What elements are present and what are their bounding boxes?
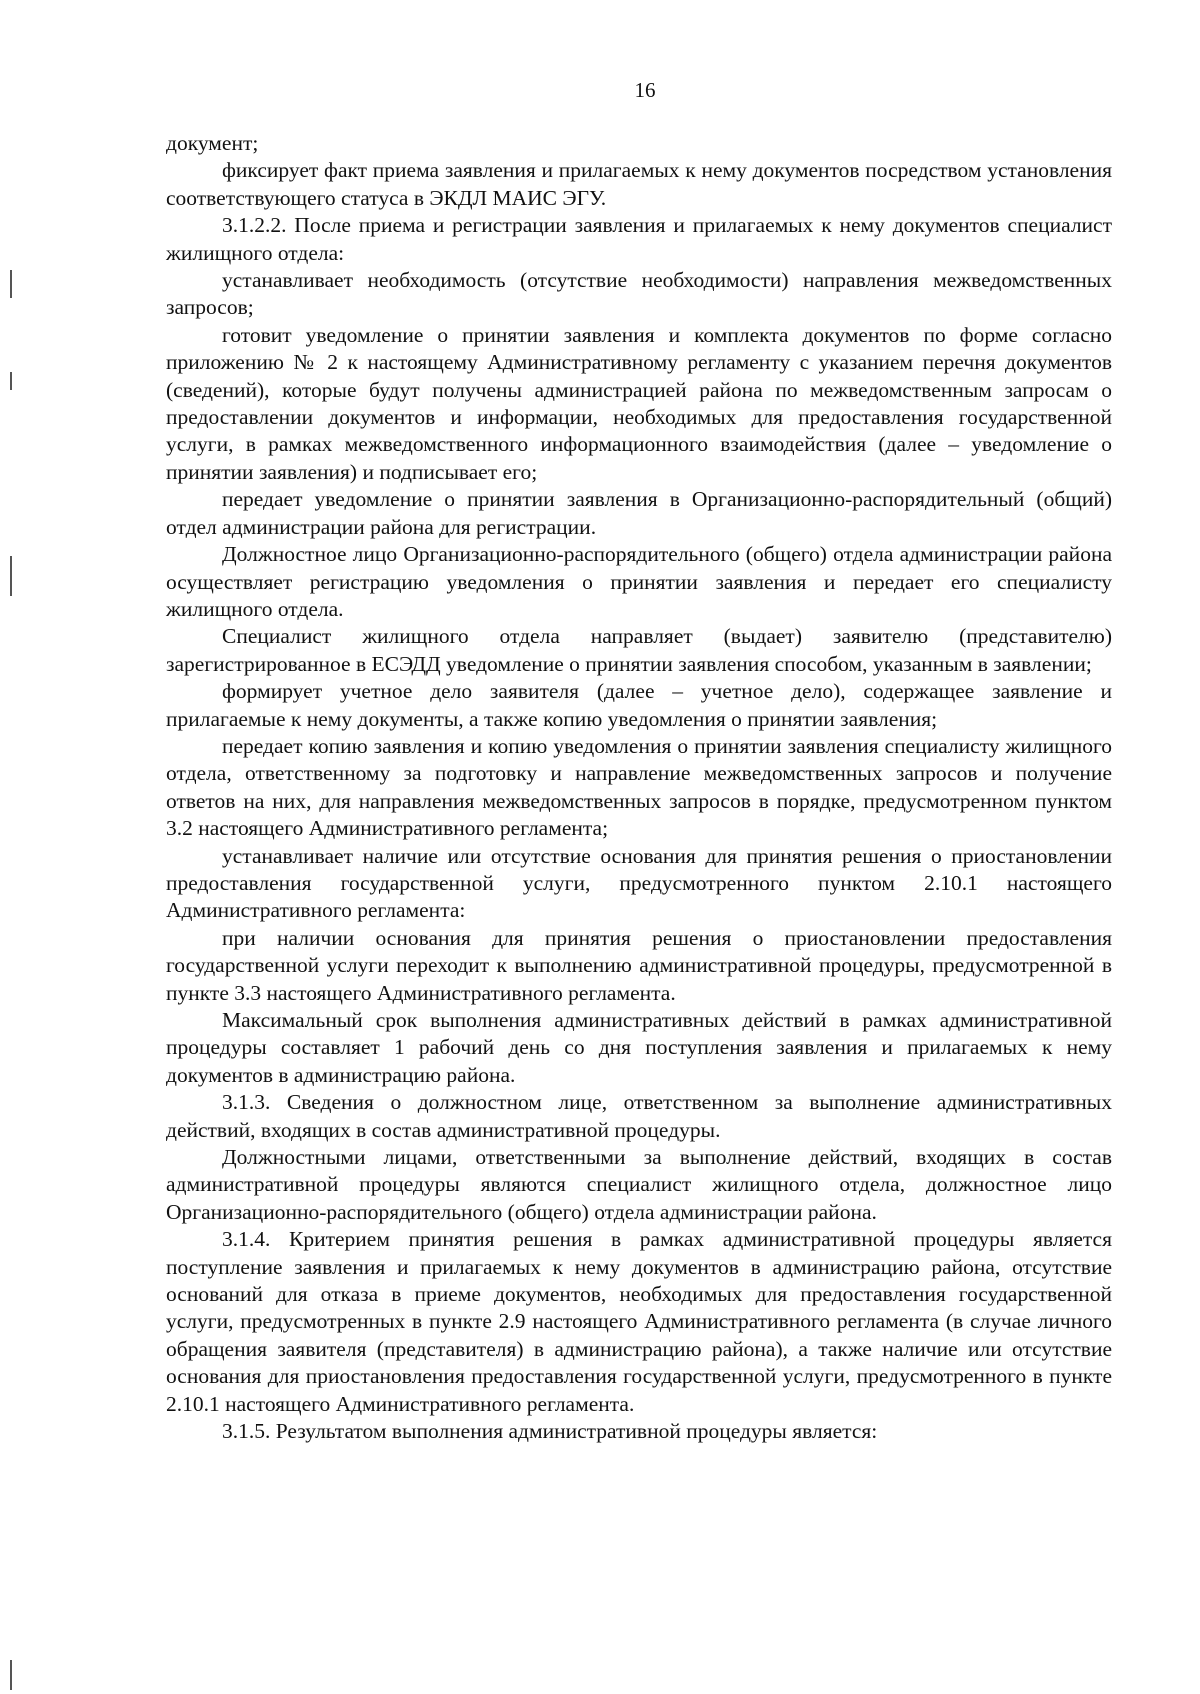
paragraph: формирует учетное дело заявителя (далее – учетное дело), содержащее заявление и прилагаемые к нему документы, а также копию уведомления о принятии заявления; [166, 679, 1112, 731]
paragraph: 3.1.2.2. После приема и регистрации заявления и прилагаемых к нему документов специалист жилищного отдела: [166, 213, 1112, 265]
scan-margin-mark [10, 556, 12, 596]
paragraph: 3.1.5. Результатом выполнения административной процедуры является: [222, 1419, 878, 1444]
paragraph: Должностными лицами, ответственными за выполнение действий, входящих в состав административной процедуры являются специалист жилищного отдела, должностное лицо Организационно-распорядительного (общего) отдела администрации района. [166, 1145, 1112, 1224]
paragraph: готовит уведомление о принятии заявления и комплекта документов по форме согласно приложению № 2 к настоящему Административному регламенту с указанием перечня документов (сведений), которые будут получены администрацией района по межведомственным запросам о предоставлении документов и информации, необходимых для предоставления государственной услуги, в рамках межведомственного информационного взаимодействия (далее – уведомление о принятии заявления) и подписывает его; [166, 322, 1112, 484]
paragraph: устанавливает необходимость (отсутствие необходимости) направления межведомственных запросов; [166, 268, 1112, 320]
scan-margin-mark [10, 270, 12, 298]
paragraph: Должностное лицо Организационно-распорядительного (общего) отдела администрации района осуществляет регистрацию уведомления о принятии заявления и передает его специалисту жилищного отдела. [166, 542, 1112, 621]
document-body [166, 130, 1112, 1446]
paragraph: 3.1.3. Сведения о должностном лице, ответственном за выполнение административных действий, входящих в состав административной процедуры. [166, 1090, 1112, 1142]
page-number: 16 [634, 78, 656, 102]
paragraph: при наличии основания для принятия решения о приостановлении предоставления государственной услуги переходит к выполнению административной процедуры, предусмотренной в пункте 3.3 настоящего Административного регламента. [166, 925, 1112, 1005]
paragraph: передает копию заявления и копию уведомления о принятии заявления специалисту жилищного отдела, ответственному за подготовку и направление межведомственных запросов и получение ответов на них, для направления межведомственных запросов в порядке, предусмотренном пунктом 3.2 настоящего Административного регламента; [166, 733, 1112, 841]
scan-margin-mark [10, 372, 12, 390]
paragraph: документ; [166, 131, 259, 155]
paragraph: фиксирует факт приема заявления и прилагаемых к нему документов посредством установления соответствующего статуса в ЭКДЛ МАИС ЭГУ. [166, 158, 1112, 210]
scan-margin-mark [10, 1660, 12, 1690]
paragraph: Специалист жилищного отдела направляет (выдает) заявителю (представителю) зарегистрированное в ЕСЭДД уведомление о принятии заявления способом, указанным в заявлении; [166, 624, 1112, 676]
paragraph: передает уведомление о принятии заявления в Организационно-распорядительный (общий) отдел администрации района для регистрации. [166, 487, 1112, 539]
paragraph: Максимальный срок выполнения административных действий в рамках административной процедуры составляет 1 рабочий день со дня поступления заявления и прилагаемых к нему документов в администрацию района. [166, 1008, 1112, 1087]
paragraph: устанавливает наличие или отсутствие основания для принятия решения о приостановлении предоставления государственной услуги, предусмотренного пунктом 2.10.1 настоящего Административного регламента: [166, 843, 1112, 923]
paragraph: 3.1.4. Критерием принятия решения в рамках административной процедуры является поступление заявления и прилагаемых к нему документов в администрацию района, отсутствие оснований для отказа в приеме документов, необходимых для предоставления государственной услуги, предусмотренных в пункте 2.9 настоящего Административного регламента (в случае личного обращения заявителя (представителя) в администрацию района), а также наличие или отсутствие основания для приостановления предоставления государственной услуги, предусмотренного в пункте 2.10.1 настоящего Административного регламента. [166, 1227, 1112, 1416]
